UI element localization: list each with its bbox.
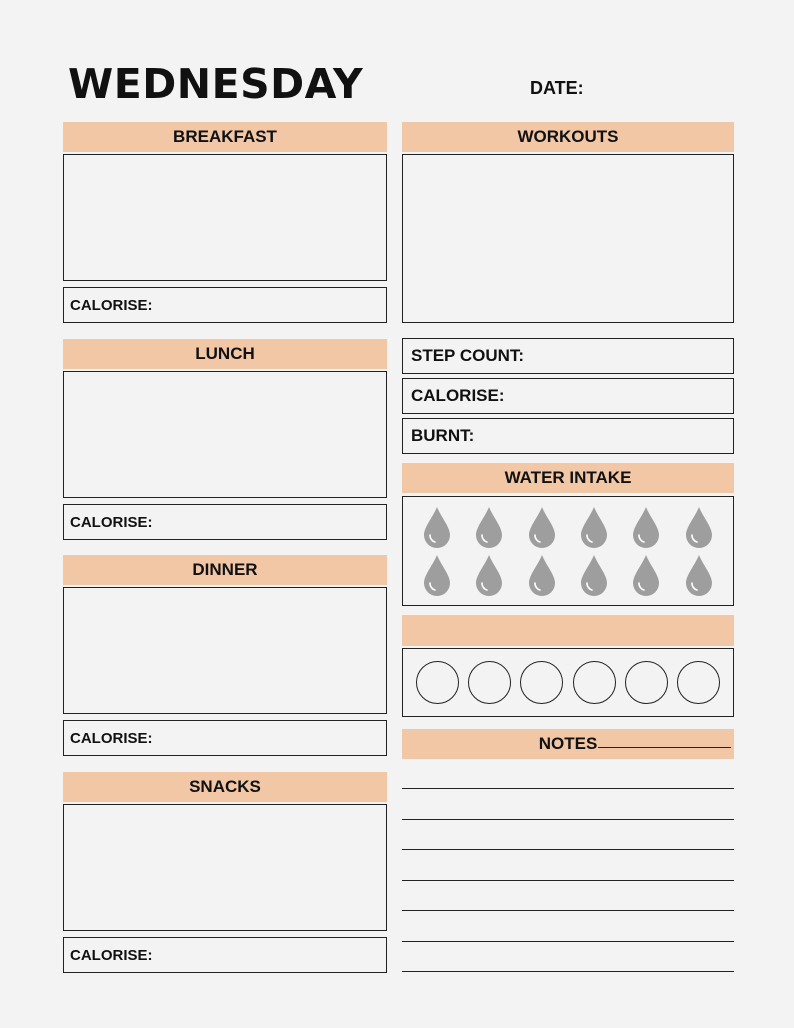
calorise-burnt-field[interactable] — [402, 378, 734, 414]
water-drop-icon — [473, 505, 505, 549]
lunch-calorie-field[interactable] — [63, 504, 387, 540]
water-drop-icon — [526, 553, 558, 597]
breakfast-calorie-field[interactable] — [63, 287, 387, 323]
breakfast-header: BREAKFAST — [63, 122, 387, 152]
water-drop-icon[interactable] — [568, 503, 620, 551]
water-drop-icon[interactable] — [463, 503, 515, 551]
calorie-label: CALORISE: — [70, 296, 153, 314]
habit-circle[interactable] — [573, 661, 616, 704]
water-drop-icon[interactable] — [516, 503, 568, 551]
notes-label: NOTES — [538, 734, 598, 753]
water-drop-icon[interactable] — [516, 551, 568, 599]
water-drop-icon — [630, 505, 662, 549]
notes-line[interactable] — [402, 880, 734, 881]
water-intake-header: WATER INTAKE — [402, 463, 734, 493]
notes-header-underline — [598, 747, 731, 748]
lunch-header: LUNCH — [63, 339, 387, 369]
habit-circle[interactable] — [416, 661, 459, 704]
notes-line[interactable] — [402, 910, 734, 911]
notes-line[interactable] — [402, 788, 734, 789]
notes-line[interactable] — [402, 971, 734, 972]
step-count-field[interactable] — [402, 338, 734, 374]
water-drop-icon[interactable] — [411, 551, 463, 599]
notes-line[interactable] — [402, 849, 734, 850]
calorie-label: CALORISE: — [70, 513, 153, 531]
snacks-header: SNACKS — [63, 772, 387, 802]
calorie-label: CALORISE: — [70, 946, 153, 964]
water-drop-icon[interactable] — [620, 503, 672, 551]
dinner-header: DINNER — [63, 555, 387, 585]
habit-header — [402, 615, 734, 646]
notes-line[interactable] — [402, 819, 734, 820]
water-drop-icon — [421, 505, 453, 549]
burnt-label: BURNT: — [411, 426, 475, 445]
habit-circle[interactable] — [468, 661, 511, 704]
water-drop-icon[interactable] — [673, 503, 725, 551]
habit-circle[interactable] — [677, 661, 720, 704]
burnt-field[interactable] — [402, 418, 734, 454]
water-drop-icon[interactable] — [463, 551, 515, 599]
water-drop-icon — [473, 553, 505, 597]
water-drop-icon[interactable] — [620, 551, 672, 599]
workouts-header: WORKOUTS — [402, 122, 734, 152]
water-drop-icon — [421, 553, 453, 597]
dinner-box[interactable] — [63, 587, 387, 714]
water-drop-icon — [526, 505, 558, 549]
water-drop-icon — [578, 505, 610, 549]
date-label: DATE: — [530, 78, 584, 98]
lunch-box[interactable] — [63, 371, 387, 498]
snacks-calorie-field[interactable] — [63, 937, 387, 973]
water-drop-icon[interactable] — [411, 503, 463, 551]
notes-line[interactable] — [402, 941, 734, 942]
notes-header — [402, 729, 734, 759]
page-title: WEDNESDAY — [68, 60, 364, 108]
habit-circle[interactable] — [625, 661, 668, 704]
water-drop-icon[interactable] — [568, 551, 620, 599]
water-drop-icon[interactable] — [673, 551, 725, 599]
habit-circle[interactable] — [520, 661, 563, 704]
habit-circles — [402, 648, 734, 717]
breakfast-box[interactable] — [63, 154, 387, 281]
water-drop-icon — [683, 553, 715, 597]
workouts-box[interactable] — [402, 154, 734, 323]
dinner-calorie-field[interactable] — [63, 720, 387, 756]
calorise-label: CALORISE: — [411, 386, 505, 405]
water-drop-icon — [578, 553, 610, 597]
water-drops-grid — [402, 496, 734, 606]
water-drop-icon — [683, 505, 715, 549]
snacks-box[interactable] — [63, 804, 387, 931]
water-drop-icon — [630, 553, 662, 597]
step-count-label: STEP COUNT: — [411, 346, 525, 365]
calorie-label: CALORISE: — [70, 729, 153, 747]
